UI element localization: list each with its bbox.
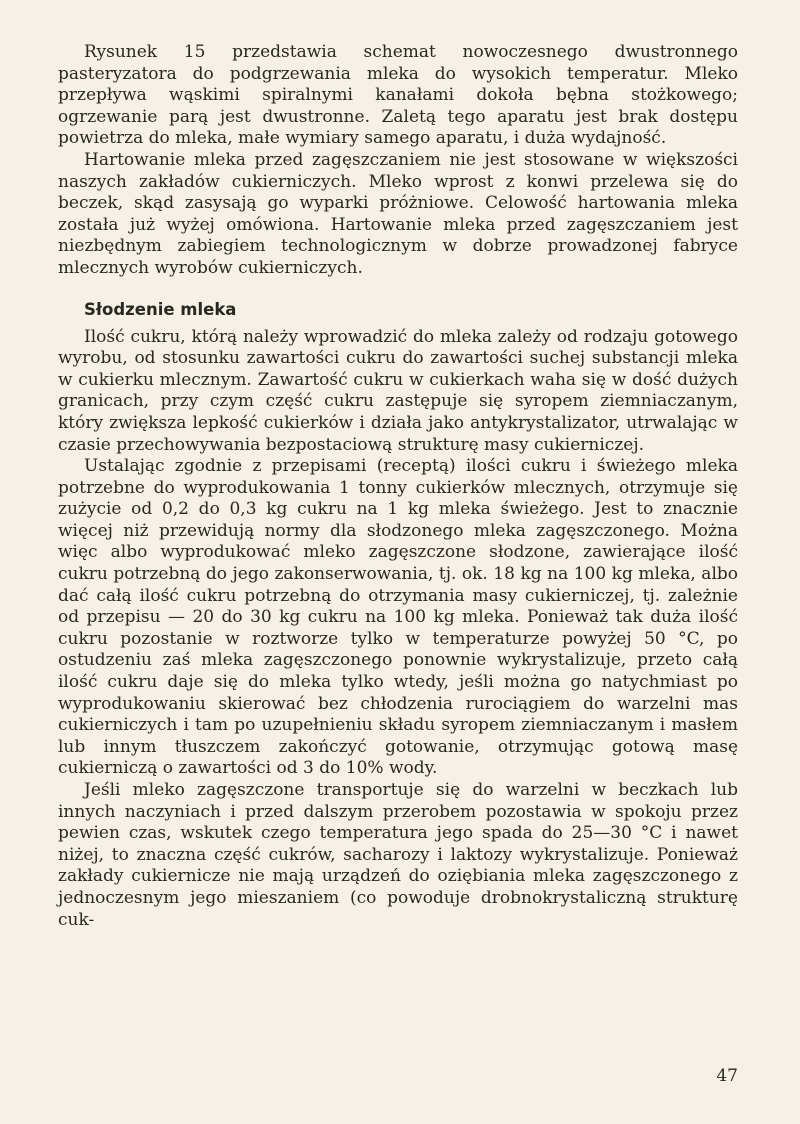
- page-number: 47: [716, 1066, 738, 1086]
- paragraph-pasteurizer: Rysunek 15 przedstawia schemat nowoczesnego dwustronnego pasteryzatora do podgrzewania mleka do wysokich temperatur. Mleko przepływa wąskimi spiralnymi kanałami dokoła bębna stożkowego; ogrzewanie parą jest dwustronne. Zaletą tego aparatu jest brak dostępu powietrza do mleka, małe wymiary samego aparatu, i duża wydajność.: [58, 42, 738, 149]
- section-heading: Słodzenie mleka: [84, 299, 237, 319]
- paragraph-transport: Jeśli mleko zagęszczone transportuje się do warzelni w beczkach lub innych naczyniach i przed dalszym przerobem pozostawia w spokoju przez pewien czas, wskutek czego temperatura jego spada do 25—30 °C i nawet niżej, to znaczna część cukrów, sacharozy i laktozy wykrystalizuje. Ponieważ zakłady cukiernicze nie mają urządzeń do oziębiania mleka zagęszczonego z jednoczesnym jego mieszaniem (co powoduje drobnokrystaliczną strukturę cuk-: [58, 780, 738, 930]
- page-body: [58, 42, 738, 931]
- paragraph-hardening: Hartowanie mleka przed zagęszczaniem nie jest stosowane w większości naszych zakładów cukierniczych. Mleko wprost z konwi przelewa się do beczek, skąd zasysają go wyparki próżniowe. Celowość hartowania mleka została już wyżej omówiona. Hartowanie mleka przed zagęszczaniem jest niezbędnym zabiegiem technologicznym w dobrze prowadzonej fabryce mlecznych wyrobów cukierniczych.: [58, 149, 738, 278]
- paragraph-sugar-amount: Ilość cukru, którą należy wprowadzić do mleka zależy od rodzaju gotowego wyrobu, od stosunku zawartości cukru do zawartości suchej substancji mleka w cukierku mlecznym. Zawartość cukru w cukierkach waha się w dość dużych granicach, przy czym część cukru zastępuje się syropem ziemniaczanym, który zwiększa lepkość cukierków i działa jako antykrystalizator, utrwalając w czasie przechowywania bezpostaciową strukturę masy cukierniczej.: [58, 326, 738, 455]
- paragraph-recipe: Ustalając zgodnie z przepisami (receptą) ilości cukru i świeżego mleka potrzebne do wyprodukowania 1 tonny cukierków mlecznych, otrzymuje się zużycie od 0,2 do 0,3 kg cukru na 1 kg mleka świeżego. Jest to znacznie więcej niż przewidują normy dla słodzonego mleka zagęszczonego. Można więc albo wyprodukować mleko zagęszczone słodzone, zawierające ilość cukru potrzebną do jego zakonserwowania, tj. ok. 18 kg na 100 kg mleka, albo dać całą ilość cukru potrzebną do otrzymania masy cukierniczej, tj. zależnie od przepisu — 20 do 30 kg cukru na 100 kg mleka. Ponieważ tak duża ilość cukru pozostanie w roztworze tylko w temperaturze powyżej 50 °C, po ostudzeniu zaś mleka zagęszczonego ponownie wykrystalizuje, przeto całą ilość cukru daje się do mleka tylko wtedy, jeśli można go natychmiast po wyprodukowaniu skierować bez chłodzenia rurociągiem do warzelni mas cukierniczych i tam po uzupełnieniu składu syropem ziemniaczanym i masłem lub innym tłuszczem zakończyć gotowanie, otrzymując gotową masę cukierniczą o zawartości od 3 do 10% wody.: [58, 456, 738, 779]
